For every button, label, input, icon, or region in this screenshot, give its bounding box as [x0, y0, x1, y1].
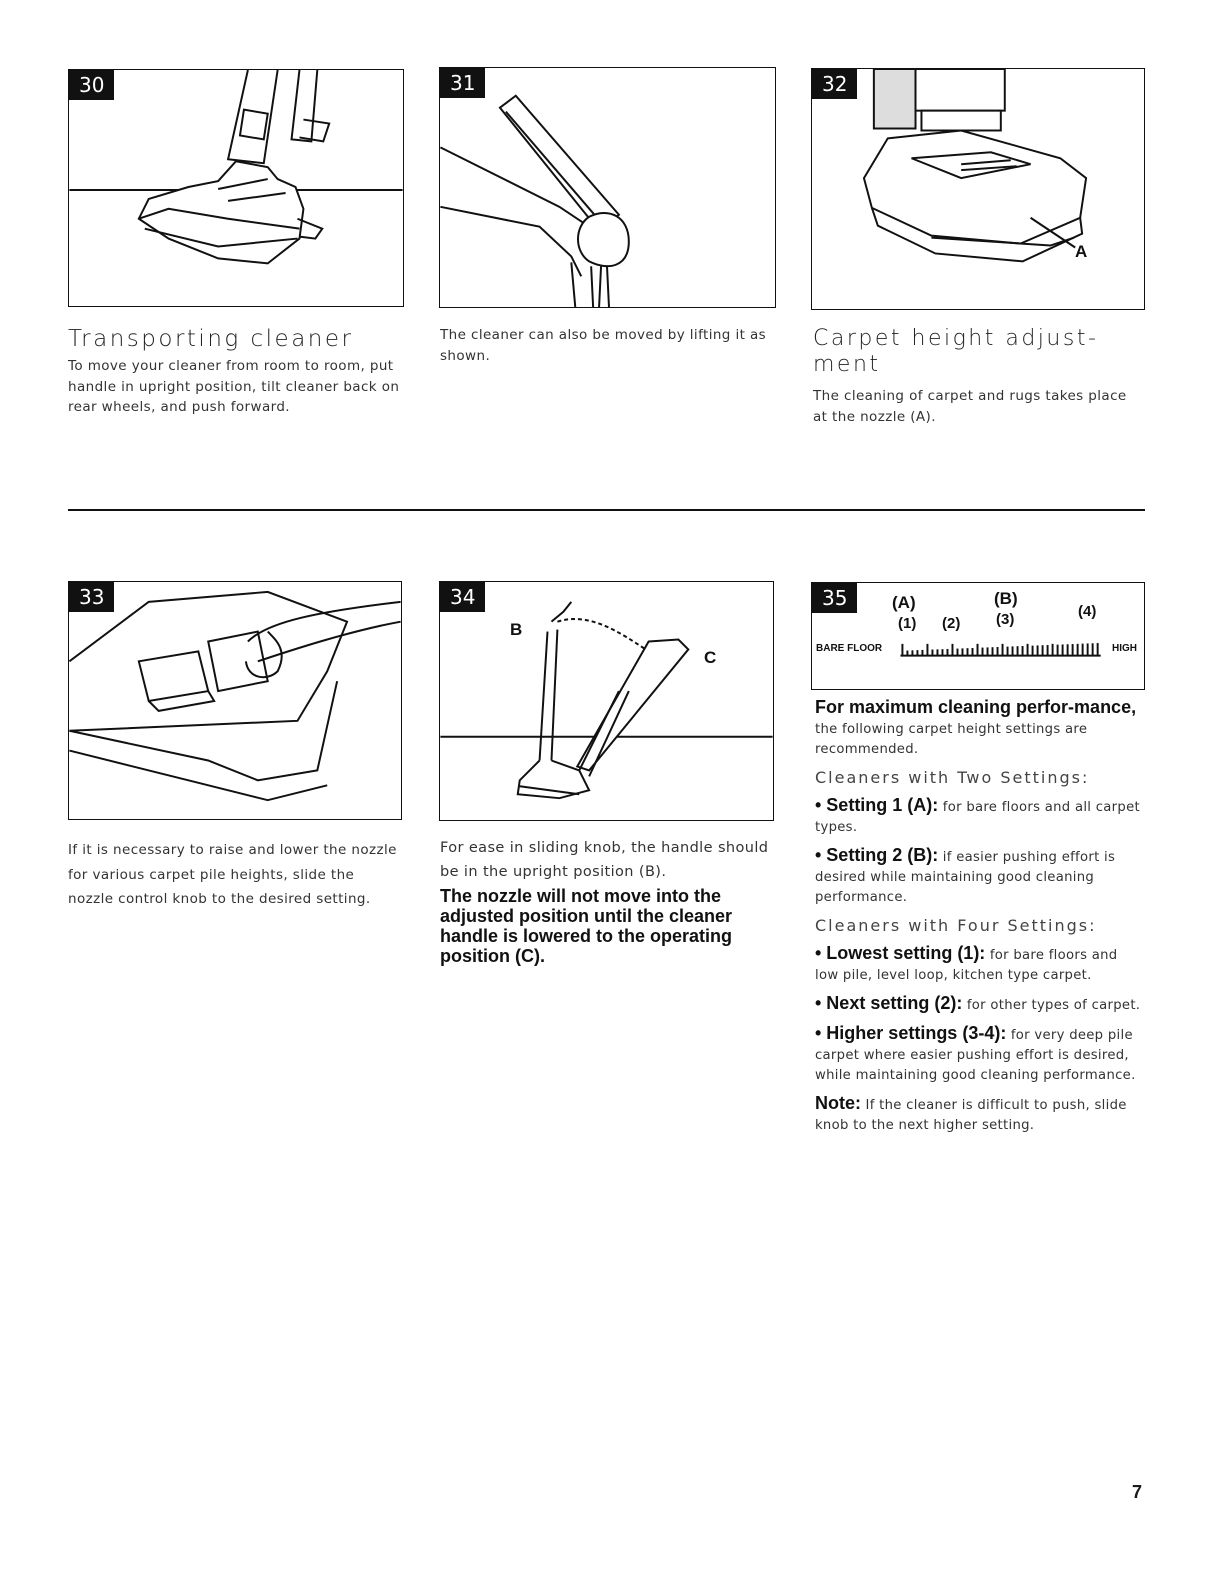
page-number: 7: [1132, 1482, 1143, 1502]
nozzle-knob-illustration: [69, 582, 401, 819]
figure-number: 32: [812, 69, 857, 99]
setting-2-body: if easier pushing effort is desired while maintaining good cleaning performance.: [815, 850, 1116, 905]
ease-sliding-body: For ease in sliding knob, the handle should be in the upright position (B).: [440, 840, 769, 880]
max-performance-paragraph: [815, 697, 1145, 760]
setting-2-paragraph: [815, 845, 1145, 908]
note-lead: Note:: [815, 1093, 861, 1113]
height-scale-ticks: [812, 583, 1144, 689]
figure-number: 33: [69, 582, 114, 612]
setting-b-label: (B): [994, 589, 1018, 608]
figure-33: [68, 581, 402, 820]
lift-handle-illustration: [440, 68, 775, 307]
nozzle-operating-note: The nozzle will not move into the adjusted position until the cleaner handle is lowered to the operating position (C).: [440, 886, 733, 966]
next-setting-paragraph: [815, 993, 1145, 1016]
setting-1-body: for bare floors and all carpet types.: [815, 800, 1140, 835]
transport-heading: Transporting cleaner: [68, 326, 354, 352]
lowest-setting-paragraph: [815, 943, 1145, 986]
setting-1-label: (1): [898, 615, 917, 632]
figure-number: 31: [440, 68, 485, 98]
lowest-setting-lead: • Lowest setting (1):: [815, 943, 986, 963]
callout-c: C: [704, 648, 717, 667]
callout-a: A: [1075, 242, 1088, 261]
setting-2-lead: • Setting 2 (B):: [815, 845, 939, 865]
settings-column: [815, 697, 1145, 1143]
higher-settings-body: for very deep pile carpet where easier pushing effort is desired, while maintaining good cleaning performance.: [815, 1028, 1136, 1083]
carpet-height-heading: Carpet height adjust-ment: [813, 326, 1099, 377]
figure-number: 34: [440, 582, 485, 612]
figure-32: [811, 68, 1145, 310]
four-settings-heading: Cleaners with Four Settings:: [815, 916, 1097, 935]
figure-number: 35: [812, 583, 857, 613]
lowest-setting-body: for bare floors and low pile, level loop, kitchen type carpet.: [815, 948, 1118, 983]
carpet-nozzle-illustration: [812, 69, 1144, 309]
setting-1-paragraph: [815, 795, 1145, 838]
next-setting-body: for other types of carpet.: [966, 998, 1141, 1013]
higher-settings-paragraph: [815, 1023, 1145, 1086]
setting-a-label: (A): [892, 593, 916, 612]
section-divider: [68, 509, 1145, 511]
setting-4-label: (4): [1078, 603, 1097, 620]
high-label: HIGH: [1112, 643, 1137, 654]
next-setting-lead: • Next setting (2):: [815, 993, 963, 1013]
transport-body: To move your cleaner from room to room, put handle in upright position, tilt cleaner back on rear wheels, and push forward.: [68, 358, 400, 415]
figure-34: [439, 581, 774, 821]
figure-30: [68, 69, 404, 307]
note-paragraph: [815, 1093, 1145, 1136]
setting-3-label: (3): [996, 611, 1015, 628]
figure-31: [439, 67, 776, 308]
figure-number: 30: [69, 70, 114, 100]
figure-35: [811, 582, 1145, 690]
higher-settings-lead: • Higher settings (3-4):: [815, 1023, 1007, 1043]
callout-b: B: [510, 620, 523, 639]
lift-body: The cleaner can also be moved by lifting it as shown.: [440, 327, 767, 364]
setting-2-label: (2): [942, 615, 961, 632]
vacuum-transport-illustration: [69, 70, 403, 306]
max-performance-lead: For maximum cleaning perfor-mance,: [815, 697, 1137, 717]
handle-positions-illustration: [440, 582, 773, 820]
bare-floor-label: BARE FLOOR: [816, 643, 883, 654]
setting-1-lead: • Setting 1 (A):: [815, 795, 939, 815]
max-performance-body: the following carpet height settings are recommended.: [815, 722, 1088, 757]
raise-lower-body: If it is necessary to raise and lower the nozzle for various carpet pile heights, slide the nozzle control knob to the desired setting.: [68, 842, 397, 907]
two-settings-heading: Cleaners with Two Settings:: [815, 768, 1090, 787]
note-body: If the cleaner is difficult to push, slide knob to the next higher setting.: [815, 1098, 1127, 1133]
carpet-height-body: The cleaning of carpet and rugs takes place at the nozzle (A).: [813, 388, 1127, 425]
